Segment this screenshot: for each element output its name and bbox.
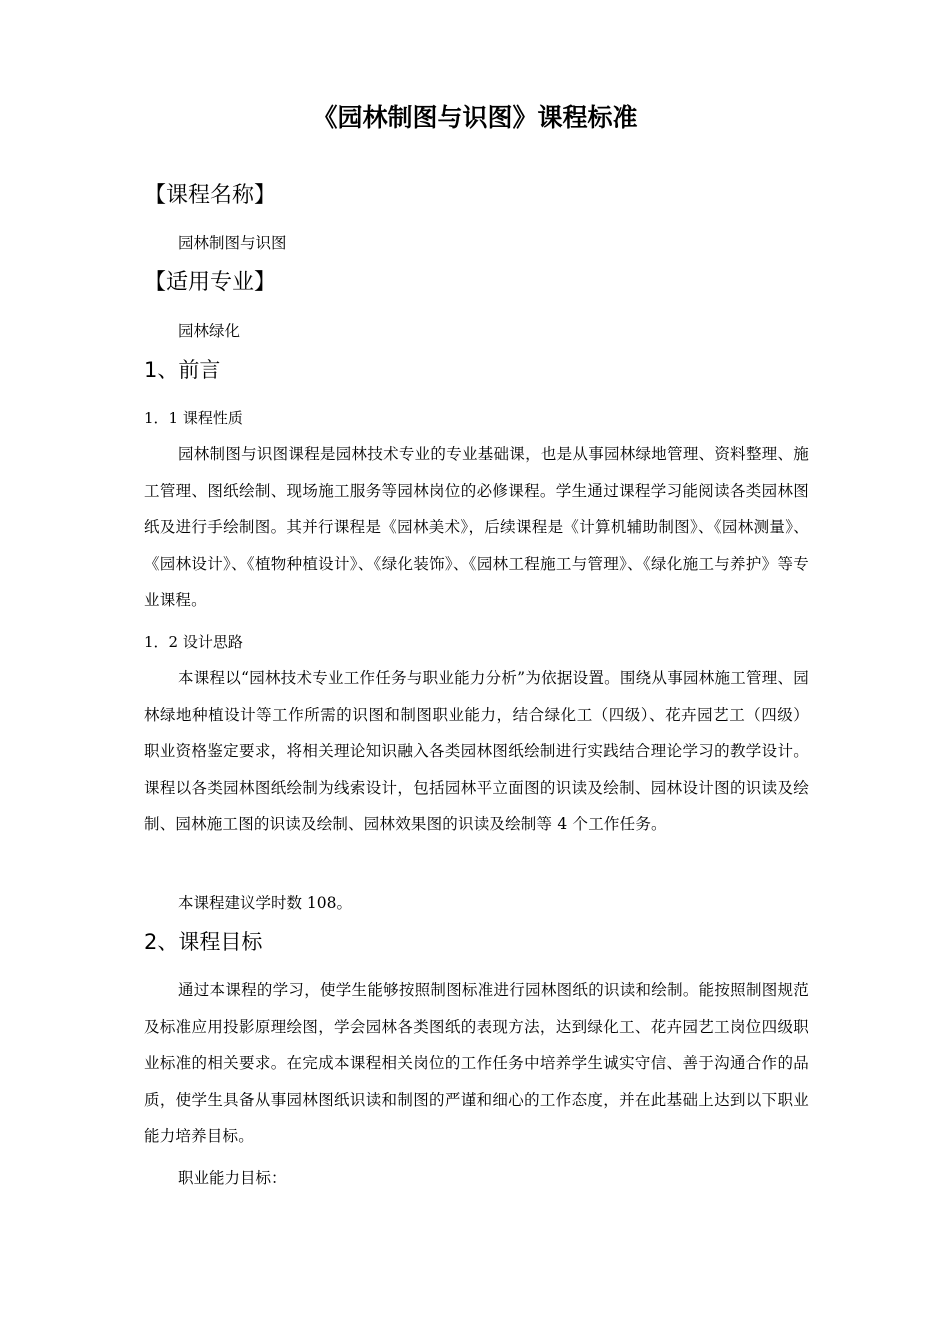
- course-name-text: 园林制图与识图: [178, 234, 287, 252]
- major-heading: 【适用专业】: [144, 270, 277, 295]
- section1-heading: 1、前言: [144, 358, 221, 382]
- section2-heading: 2、课程目标: [144, 930, 263, 954]
- document-title: 《园林制图与识图》课程标准: [312, 103, 638, 132]
- section1-hours-text: 本课程建议学时数 108。: [178, 894, 353, 912]
- section1-sub1-paragraph: 园林制图与识图课程是园林技术专业的专业基础课，也是从事园林绿地管理、资料整理、施工管理、图纸绘制、现场施工服务等园林岗位的必修课程。学生通过课程学习能阅读各类园林图纸及进行手绘制图。其并行课程是《园林美术》，后续课程是《计算机辅助制图》、《园林测量》、《园林设计》、《植物种植设计》、《绿化装饰》、《园林工程施工与管理》、《绿化施工与养护》等专业课程。: [144, 445, 809, 610]
- section1-sub2-heading: 1．2 设计思路: [144, 633, 243, 651]
- major-text: 园林绿化: [178, 322, 241, 340]
- section2-paragraph: 通过本课程的学习，使学生能够按照制图标准进行园林图纸的识读和绘制。能按照制图规范及标准应用投影原理绘图，学会园林各类图纸的表现方法，达到绿化工、花卉园艺工岗位四级职业标准的相关要求。在完成本课程相关岗位的工作任务中培养学生诚实守信、善于沟通合作的品质，使学生具备从事园林图纸识读和制图的严谨和细心的工作态度，并在此基础上达到以下职业能力培养目标。: [144, 981, 809, 1146]
- section2-ability-heading: 职业能力目标：: [178, 1169, 287, 1187]
- section1-sub1-heading: 1．1 课程性质: [144, 409, 243, 427]
- course-name-heading: 【课程名称】: [144, 183, 277, 208]
- section1-sub2-paragraph: 本课程以“园林技术专业工作任务与职业能力分析”为依据设置。围绕从事园林施工管理、园林绿地种植设计等工作所需的识图和制图职业能力，结合绿化工（四级）、花卉园艺工（四级）职业资格鉴定要求，将相关理论知识融入各类园林图纸绘制进行实践结合理论学习的教学设计。课程以各类园林图纸绘制为线索设计，包括园林平立面图的识读及绘制、园林设计图的识读及绘制、园林施工图的识读及绘制、园林效果图的识读及绘制等 4 个工作任务。: [144, 669, 809, 834]
